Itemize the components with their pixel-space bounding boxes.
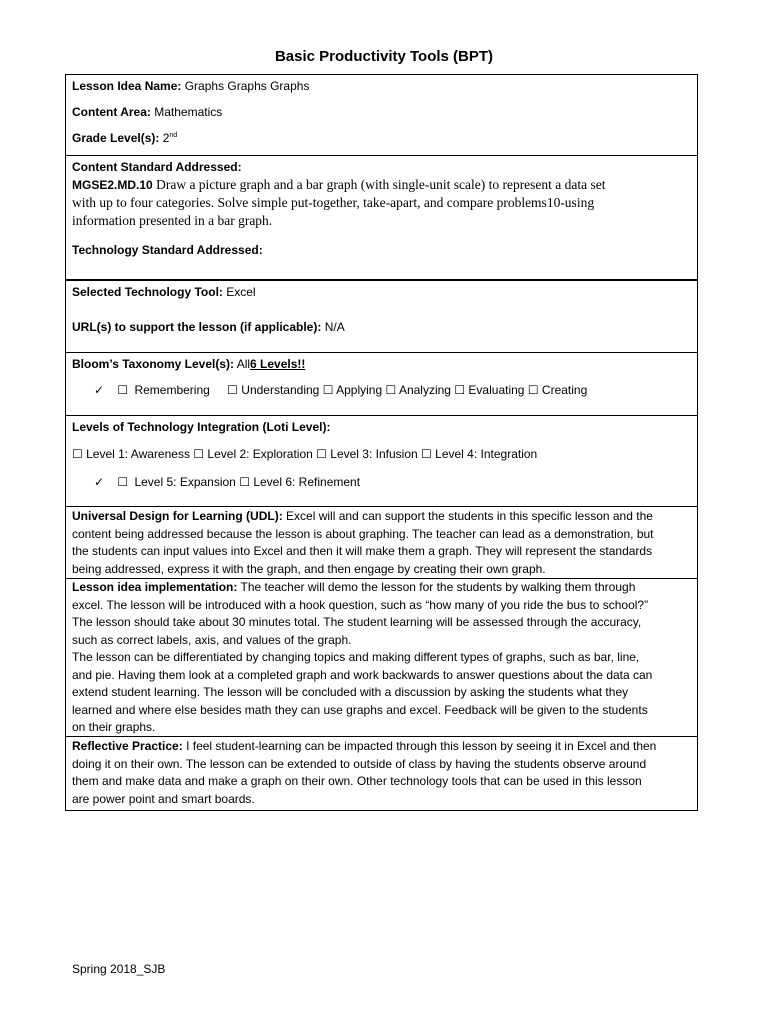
checkbox-icon: ☐ bbox=[193, 447, 205, 461]
implementation-section bbox=[66, 579, 697, 737]
content-standard-label: Content Standard Addressed: bbox=[72, 160, 242, 174]
lesson-info-section bbox=[66, 75, 697, 156]
standard-text-2: with up to four categories. Solve simple put-together, take-apart, and compare problems10-using bbox=[72, 195, 595, 210]
implementation-line-8: learned and where else besides math they can use graphs and excel. Feedback will be given to the students bbox=[72, 702, 648, 717]
udl-label: Universal Design for Learning (UDL): bbox=[72, 509, 283, 523]
implementation-line-4: such as correct labels, axis, and values of the graph. bbox=[72, 632, 352, 647]
blooms-levels bbox=[72, 382, 691, 399]
checkbox-icon: ☐ bbox=[385, 383, 397, 397]
udl-line-2: content being addressed because the lesson is about graphing. The teacher can lead as a demonstration, but bbox=[72, 526, 654, 541]
checkbox-icon: ☐ bbox=[72, 447, 83, 461]
lesson-name-row bbox=[72, 78, 691, 95]
blooms-value-prefix: All bbox=[236, 357, 251, 371]
checkbox-icon: ☐ bbox=[527, 383, 539, 397]
blooms-applying: Applying bbox=[336, 383, 383, 397]
blooms-remembering: Remembering bbox=[134, 383, 210, 397]
implementation-line-9: on their graphs. bbox=[72, 720, 156, 734]
page-footer: Spring 2018_SJB bbox=[72, 962, 166, 976]
blooms-label: Bloom’s Taxonomy Level(s): bbox=[72, 357, 235, 371]
checkbox-icon: ☐ bbox=[239, 475, 250, 489]
lesson-name-value: Graphs Graphs Graphs bbox=[184, 79, 310, 93]
standard-text-3: information presented in a bar graph. bbox=[72, 213, 273, 228]
loti-label: Levels of Technology Integration (Loti Level): bbox=[72, 420, 331, 434]
grade-level-label: Grade Level(s): bbox=[72, 131, 160, 145]
blooms-evaluating: Evaluating bbox=[468, 383, 525, 397]
udl-section bbox=[66, 507, 697, 579]
url-label: URL(s) to support the lesson (if applicable): bbox=[72, 320, 322, 334]
content-area-label: Content Area: bbox=[72, 105, 151, 119]
url-value: N/A bbox=[324, 320, 345, 334]
implementation-label: Lesson idea implementation: bbox=[72, 580, 238, 594]
checkbox-icon: ☐ bbox=[454, 383, 466, 397]
implementation-line-3: The lesson should take about 30 minutes total. The student learning will be assessed through the accuracy, bbox=[72, 615, 642, 629]
loti-section bbox=[66, 416, 697, 507]
tool-value: Excel bbox=[226, 285, 256, 299]
loti-level-4: Level 4: Integration bbox=[435, 447, 538, 461]
url-row bbox=[72, 319, 691, 336]
check-icon: ✓ bbox=[94, 383, 105, 397]
tech-standard-label: Technology Standard Addressed: bbox=[72, 243, 263, 257]
checkbox-icon: ☐ bbox=[421, 447, 432, 461]
udl-line-1: Excel will and can support the students in this specific lesson and the bbox=[282, 509, 653, 523]
reflective-line-1: I feel student-learning can be impacted through this lesson by seeing it in Excel and then bbox=[182, 739, 657, 753]
loti-level-5: Level 5: Expansion bbox=[134, 475, 236, 489]
loti-levels-row-1 bbox=[72, 446, 691, 463]
checkbox-icon: ☐ bbox=[227, 383, 238, 397]
implementation-line-5: The lesson can be differentiated by changing topics and making different types of graphs, such as bar, line, bbox=[72, 650, 640, 664]
blooms-analyzing: Analyzing bbox=[398, 383, 451, 397]
reflective-line-2: doing it on their own. The lesson can be extended to outside of class by having the students observe around bbox=[72, 756, 647, 771]
checkbox-icon: ☐ bbox=[117, 475, 129, 489]
blooms-section bbox=[66, 353, 697, 416]
implementation-line-1: The teacher will demo the lesson for the students by walking them through bbox=[237, 580, 636, 594]
implementation-line-2: excel. The lesson will be introduced with a hook question, such as “how many of you ride the bus to school?” bbox=[72, 597, 649, 612]
grade-level-suffix: nd bbox=[169, 132, 178, 139]
tool-label: Selected Technology Tool: bbox=[72, 285, 223, 299]
blooms-creating: Creating bbox=[541, 383, 588, 397]
loti-level-1: Level 1: Awareness bbox=[86, 447, 190, 461]
standards-section bbox=[66, 156, 697, 281]
grade-level-row bbox=[72, 130, 691, 147]
blooms-value-highlight: 6 Levels!! bbox=[250, 357, 306, 371]
checkbox-icon: ☐ bbox=[322, 383, 334, 397]
blooms-understanding: Understanding bbox=[241, 383, 320, 397]
standard-code: MGSE2.MD.10 bbox=[72, 178, 153, 192]
check-icon: ✓ bbox=[94, 475, 105, 489]
content-standard-text bbox=[72, 176, 691, 230]
page-title: Basic Productivity Tools (BPT) bbox=[274, 48, 494, 65]
technology-tool-section bbox=[66, 281, 697, 353]
bpt-form bbox=[65, 74, 698, 811]
loti-levels-row-2 bbox=[72, 474, 691, 491]
lesson-name-label: Lesson Idea Name: bbox=[72, 79, 182, 93]
implementation-line-6: and pie. Having them look at a completed graph and work backwards to answer questions about the data can bbox=[72, 667, 653, 682]
loti-level-6: Level 6: Refinement bbox=[253, 475, 361, 489]
tool-row bbox=[72, 284, 691, 301]
content-area-value: Mathematics bbox=[154, 105, 223, 119]
loti-level-3: Level 3: Infusion bbox=[330, 447, 418, 461]
checkbox-icon: ☐ bbox=[316, 447, 327, 461]
reflective-section bbox=[66, 737, 697, 810]
content-area-row bbox=[72, 104, 691, 121]
loti-level-2: Level 2: Exploration bbox=[207, 447, 313, 461]
blooms-row bbox=[72, 356, 691, 373]
reflective-line-4: are power point and smart boards. bbox=[72, 791, 255, 806]
udl-line-3: the students can input values into Excel and then it will make them a graph. They will represent the standards bbox=[72, 544, 653, 558]
implementation-line-7: extend student learning. The lesson will be concluded with a discussion by asking the students what they bbox=[72, 685, 629, 699]
reflective-label: Reflective Practice: bbox=[72, 739, 183, 753]
standard-text-1: Draw a picture graph and a bar graph (with single-unit scale) to represent a data set bbox=[156, 177, 606, 192]
grade-level-value: 2 bbox=[162, 131, 170, 145]
reflective-line-3: them and make data and make a graph on their own. Other technology tools that can be used in this lesson bbox=[72, 774, 642, 788]
udl-line-4: being addressed, express it with the graph, and then engage by creating their own graph. bbox=[72, 561, 546, 576]
checkbox-icon: ☐ bbox=[117, 383, 129, 397]
